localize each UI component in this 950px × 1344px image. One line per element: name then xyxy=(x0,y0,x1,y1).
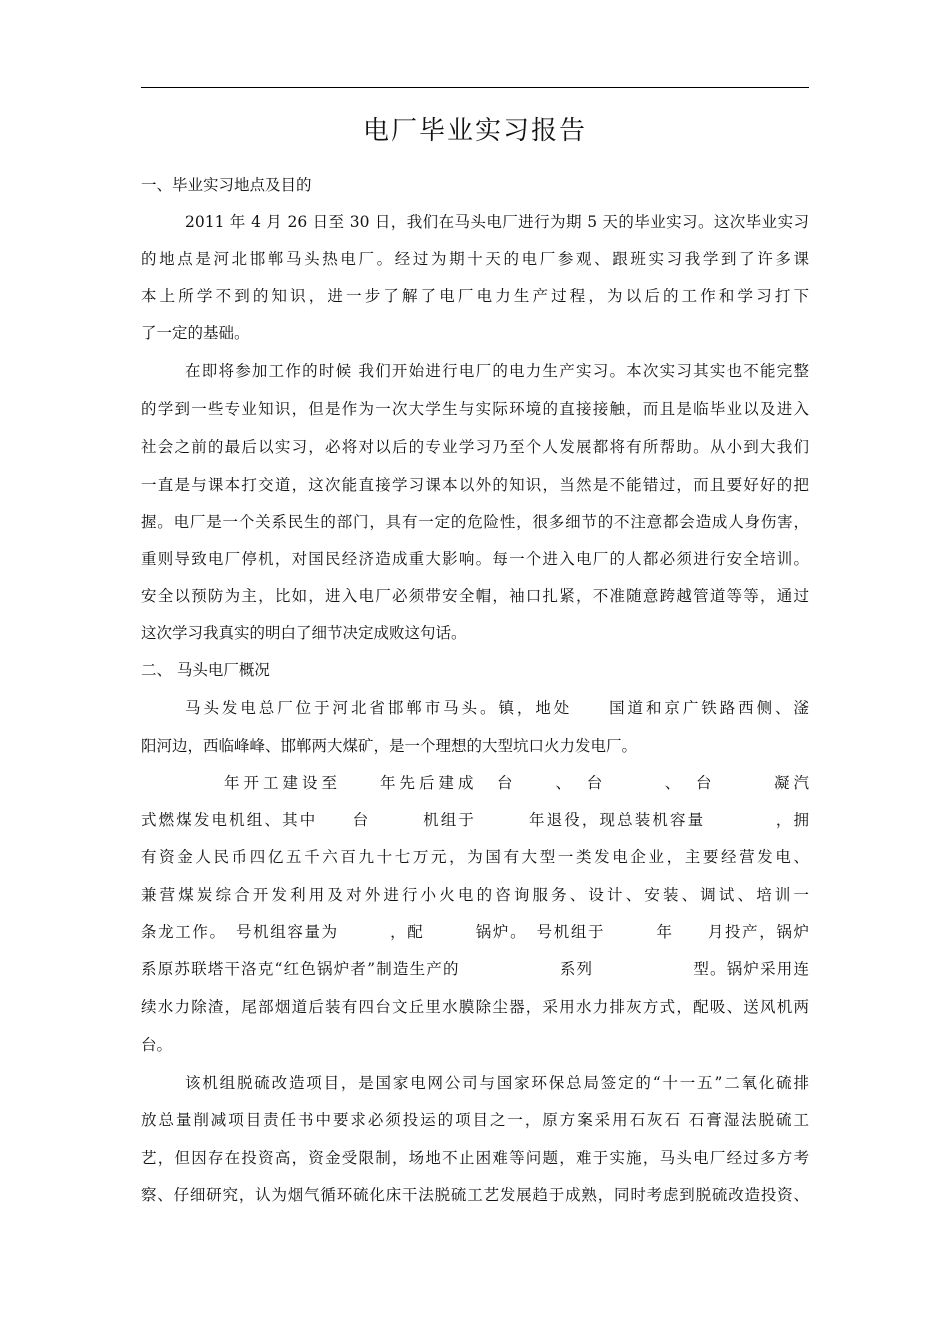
paragraph-2-line-3: 社会之前的最后以实习，必将对以后的专业学习乃至个人发展都将有所帮助。从小到大我们 xyxy=(141,438,809,456)
paragraph-4-line-7: 续水力除渣，尾部烟道后装有四台文丘里水膜除尘器，采用水力排灰方式，配吸、送风机两 xyxy=(141,998,809,1016)
paragraph-5-line-3: 艺，但因存在投资高，资金受限制，场地不止困难等问题，难于实施，马头电厂经过多方考 xyxy=(141,1149,809,1167)
paragraph-5-line-4: 察、仔细研究，认为烟气循环硫化床干法脱硫工艺发展趋于成熟，同时考虑到脱硫改造投资、 xyxy=(141,1186,809,1204)
paragraph-1-line-2: 的地点是河北邯郸马头热电厂。经过为期十天的电厂参观、跟班实习我学到了许多课 xyxy=(141,250,809,268)
paragraph-4-line-2: 式燃煤发电机组、其中 台 机组于 年退役，现总装机容量 ，拥 xyxy=(141,811,809,829)
paragraph-5-line-1: 该机组脱硫改造项目，是国家电网公司与国家环保总局签定的“十一五”二氧化硫排 xyxy=(185,1074,809,1092)
paragraph-1-line-1: 2011 年 4 月 26 日至 30 日，我们在马头电厂进行为期 5 天的毕业实习。这次毕业实习 xyxy=(185,213,809,231)
paragraph-2-line-8: 这次学习我真实的明白了细节决定成败这句话。 xyxy=(141,624,467,642)
paragraph-2-line-5: 握。电厂是一个关系民生的部门，具有一定的危险性，很多细节的不注意都会造成人身伤害， xyxy=(141,513,809,531)
document-title: 电厂毕业实习报告 xyxy=(362,116,587,146)
paragraph-4-line-5: 条龙工作。 号机组容量为 ，配 锅炉。 号机组于 年 月投产，锅炉 xyxy=(141,923,809,941)
paragraph-4-line-1: 年开工建设至 年先后建成 台 、 台 、 台 凝汽 xyxy=(185,774,809,792)
paragraph-4-line-8: 台。 xyxy=(141,1036,173,1054)
paragraph-2-line-2: 的学到一些专业知识，但是作为一次大学生与实际环境的直接接触，而且是临毕业以及进入 xyxy=(141,400,809,418)
section-heading-1: 一、毕业实习地点及目的 xyxy=(141,176,312,194)
paragraph-4-line-4: 兼营煤炭综合开发利用及对外进行小火电的咨询服务、设计、安装、调试、培训一 xyxy=(141,886,809,904)
paragraph-2-line-1: 在即将参加工作的时候 我们开始进行电厂的电力生产实习。本次实习其实也不能完整 xyxy=(185,362,809,380)
paragraph-2-line-7: 安全以预防为主，比如，进入电厂必须带安全帽，袖口扎紧，不准随意跨越管道等等，通过 xyxy=(141,587,809,605)
paragraph-3-line-2: 阳河边，西临峰峰、邯郸两大煤矿，是一个理想的大型坑口火力发电厂。 xyxy=(141,737,638,755)
paragraph-2-line-4: 一直是与课本打交道，这次能直接学习课本以外的知识，当然是不能错过，而且要好好的把 xyxy=(141,476,809,494)
paragraph-3-line-1: 马头发电总厂位于河北省邯郸市马头。镇，地处 国道和京广铁路西侧、滏 xyxy=(185,699,809,717)
paragraph-1-line-3: 本上所学不到的知识，进一步了解了电厂电力生产过程，为以后的工作和学习打下 xyxy=(141,287,809,305)
paragraph-4-line-6: 系原苏联塔干洛克“红色锅炉者”制造生产的 系列 型。锅炉采用连 xyxy=(141,960,809,978)
header-rule xyxy=(141,87,809,88)
paragraph-1-line-4: 了一定的基础。 xyxy=(141,324,250,342)
paragraph-5-line-2: 放总量削减项目责任书中要求必须投运的项目之一，原方案采用石灰石 石膏湿法脱硫工 xyxy=(141,1111,809,1129)
paragraph-2-line-6: 重则导致电厂停机，对国民经济造成重大影响。每一个进入电厂的人都必须进行安全培训。 xyxy=(141,550,809,568)
paragraph-4-line-3: 有资金人民币四亿五千六百九十七万元，为国有大型一类发电企业，主要经营发电、 xyxy=(141,848,809,866)
section-heading-2: 二、 马头电厂概况 xyxy=(141,661,270,679)
